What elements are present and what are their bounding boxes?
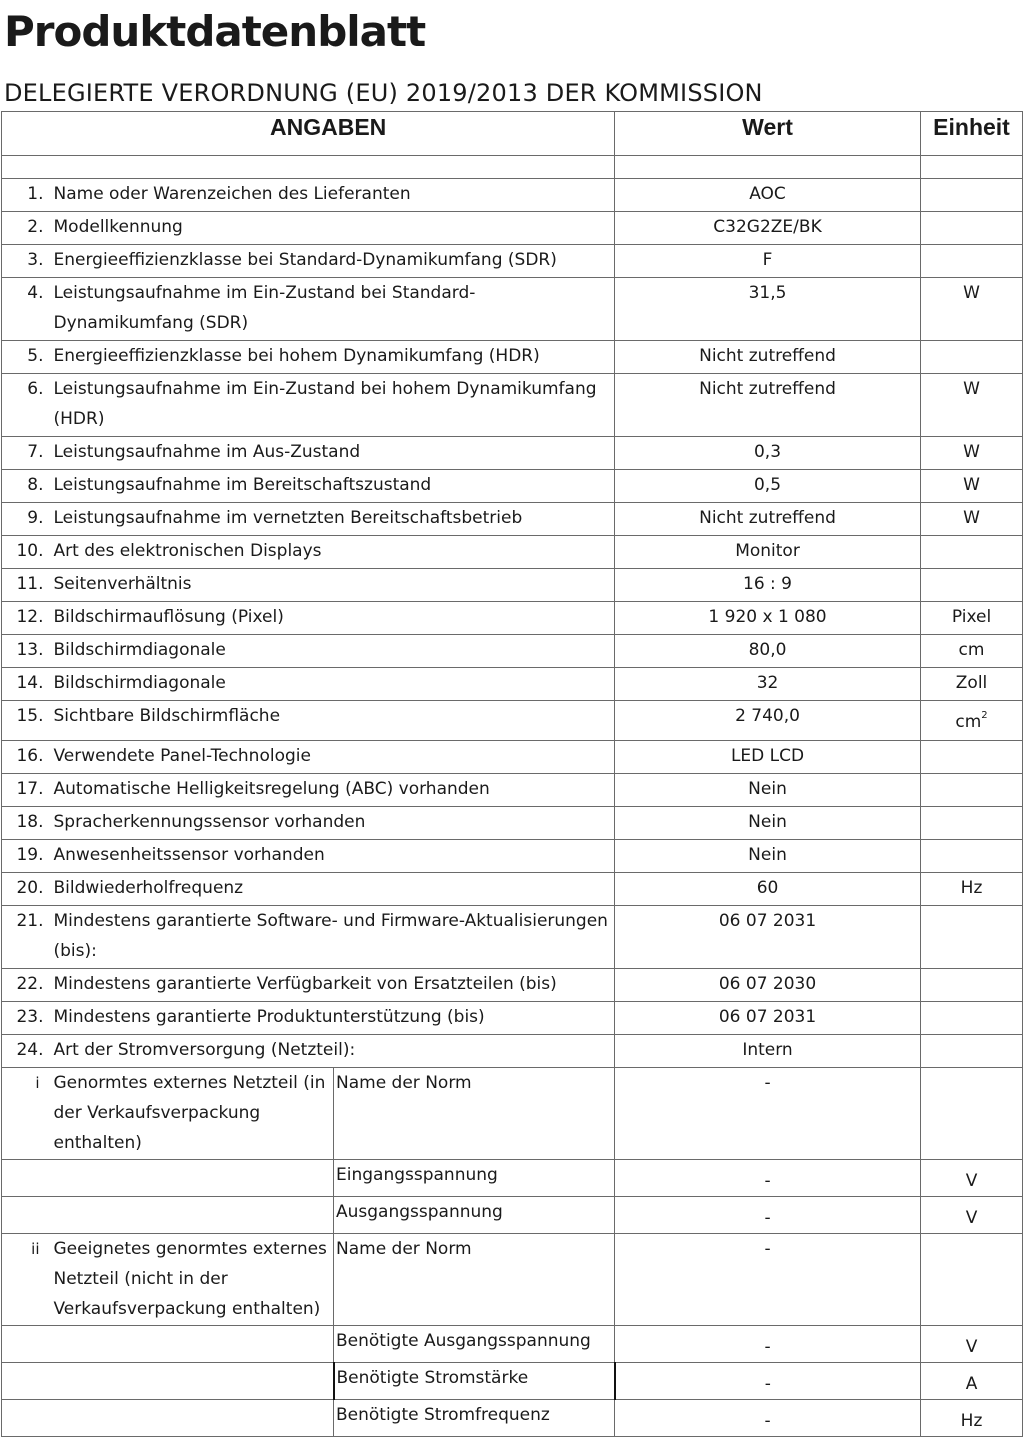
empty-cell [52, 1197, 334, 1234]
row-number: 22. [2, 969, 52, 1002]
spec-unit: A [921, 1363, 1023, 1400]
row-unit [921, 341, 1023, 374]
spec-value: - [615, 1400, 921, 1437]
row-number: 2. [2, 212, 52, 245]
row-value: 06 07 2031 [615, 1002, 921, 1035]
empty-cell [2, 1400, 52, 1437]
row-number: 14. [2, 668, 52, 701]
row-value: 0,5 [615, 470, 921, 503]
row-label: Verwendete Panel-Technologie [52, 741, 615, 774]
empty-cell [52, 1160, 334, 1197]
row-label: Leistungsaufnahme im vernetzten Bereitschaftsbetrieb [52, 503, 615, 536]
header-wert: Wert [615, 112, 921, 156]
table-row [2, 840, 1023, 873]
table-row [2, 536, 1023, 569]
table-row [2, 969, 1023, 1002]
row-label: Leistungsaufnahme im Ein-Zustand bei Standard-Dynamikumfang (SDR) [52, 278, 615, 341]
row-unit: Pixel [921, 602, 1023, 635]
psu-included-row [2, 1160, 1023, 1197]
row-label: Mindestens garantierte Software- und Firmware-Aktualisierungen (bis): [52, 906, 615, 969]
table-row [2, 774, 1023, 807]
table-row [2, 1002, 1023, 1035]
row-unit [921, 245, 1023, 278]
row-unit [921, 179, 1023, 212]
empty-cell [52, 1326, 334, 1363]
psu-included-row [2, 1197, 1023, 1234]
spec-unit: V [921, 1326, 1023, 1363]
row-number: 21. [2, 906, 52, 969]
row-value: 16 : 9 [615, 569, 921, 602]
row-label: Seitenverhältnis [52, 569, 615, 602]
header-einheit: Einheit [921, 112, 1023, 156]
row-number: 17. [2, 774, 52, 807]
row-value: 0,3 [615, 437, 921, 470]
row-unit [921, 1002, 1023, 1035]
spec-value: - [615, 1197, 921, 1234]
table-row [2, 873, 1023, 906]
table-row [2, 602, 1023, 635]
table-row [2, 635, 1023, 668]
row-unit [921, 212, 1023, 245]
row-unit: W [921, 470, 1023, 503]
row-unit: Hz [921, 873, 1023, 906]
product-data-table [1, 111, 1023, 1437]
row-number: 12. [2, 602, 52, 635]
row-unit [921, 774, 1023, 807]
row-value: 60 [615, 873, 921, 906]
row-label: Bildschirmdiagonale [52, 668, 615, 701]
spec-value: - [615, 1234, 921, 1326]
psu-suitable-number: ii [2, 1234, 52, 1326]
spec-name: Eingangsspannung [334, 1160, 615, 1197]
row-number: 15. [2, 701, 52, 741]
table-header-row [2, 112, 1023, 156]
row-unit [921, 741, 1023, 774]
psu-suitable-label: Geeignetes genormtes externes Netzteil (nicht in der Verkaufsverpackung enthalten) [52, 1234, 334, 1326]
table-row [2, 278, 1023, 341]
row-value: Nein [615, 840, 921, 873]
psu-suitable-row [2, 1400, 1023, 1437]
spec-name: Benötigte Ausgangsspannung [334, 1326, 615, 1363]
unit-superscript: 2 [981, 710, 988, 721]
row-number: 20. [2, 873, 52, 906]
spec-name: Name der Norm [334, 1068, 615, 1160]
row-unit: cm [921, 635, 1023, 668]
row-label: Spracherkennungssensor vorhanden [52, 807, 615, 840]
row-label: Leistungsaufnahme im Bereitschaftszustand [52, 470, 615, 503]
table-row [2, 437, 1023, 470]
row-unit: W [921, 437, 1023, 470]
table-row [2, 179, 1023, 212]
spec-value: - [615, 1160, 921, 1197]
row-value: AOC [615, 179, 921, 212]
unit-text: cm [955, 712, 982, 732]
row-label: Mindestens garantierte Produktunterstützung (bis) [52, 1002, 615, 1035]
row-value: 06 07 2031 [615, 906, 921, 969]
row-value: 32 [615, 668, 921, 701]
row-unit: W [921, 278, 1023, 341]
table-row [2, 245, 1023, 278]
row-unit: Zoll [921, 668, 1023, 701]
row-number: 1. [2, 179, 52, 212]
spec-value: - [615, 1068, 921, 1160]
row-value: Nicht zutreffend [615, 503, 921, 536]
empty-cell [2, 1326, 52, 1363]
row-label: Leistungsaufnahme im Aus-Zustand [52, 437, 615, 470]
row-label: Anwesenheitssensor vorhanden [52, 840, 615, 873]
row-number: 3. [2, 245, 52, 278]
row-number: 10. [2, 536, 52, 569]
table-row [2, 470, 1023, 503]
row-number: 8. [2, 470, 52, 503]
empty-cell [2, 1197, 52, 1234]
empty-cell [2, 1363, 52, 1400]
row-number: 23. [2, 1002, 52, 1035]
row-unit [921, 569, 1023, 602]
row-label: Energieeffizienzklasse bei hohem Dynamikumfang (HDR) [52, 341, 615, 374]
empty-cell [2, 1160, 52, 1197]
spec-value: - [615, 1326, 921, 1363]
row-number: 7. [2, 437, 52, 470]
spec-unit [921, 1234, 1023, 1326]
row-label: Bildschirmauflösung (Pixel) [52, 602, 615, 635]
psu-included-number: i [2, 1068, 52, 1160]
row-label: Art des elektronischen Displays [52, 536, 615, 569]
row-unit [921, 536, 1023, 569]
row-value: Monitor [615, 536, 921, 569]
table-row [2, 807, 1023, 840]
row-number: 5. [2, 341, 52, 374]
table-row [2, 569, 1023, 602]
row-unit: W [921, 374, 1023, 437]
table-row [2, 1035, 1023, 1068]
table-row [2, 668, 1023, 701]
table-row [2, 906, 1023, 969]
row-value: 06 07 2030 [615, 969, 921, 1002]
table-row [2, 212, 1023, 245]
page-title: Produktdatenblatt [4, 7, 426, 56]
spec-unit: Hz [921, 1400, 1023, 1437]
row-number: 19. [2, 840, 52, 873]
row-number: 16. [2, 741, 52, 774]
spec-name: Ausgangsspannung [334, 1197, 615, 1234]
spec-name: Name der Norm [334, 1234, 615, 1326]
row-value: 31,5 [615, 278, 921, 341]
row-value: Intern [615, 1035, 921, 1068]
empty-cell [52, 1400, 334, 1437]
spec-unit [921, 1068, 1023, 1160]
header-angaben: ANGABEN [2, 112, 615, 156]
spec-unit: V [921, 1160, 1023, 1197]
table-row [2, 741, 1023, 774]
row-unit [921, 969, 1023, 1002]
row-number: 6. [2, 374, 52, 437]
row-number: 13. [2, 635, 52, 668]
row-unit [921, 906, 1023, 969]
regulation-subtitle: DELEGIERTE VERORDNUNG (EU) 2019/2013 DER KOMMISSION [4, 79, 763, 107]
row-label: Leistungsaufnahme im Ein-Zustand bei hohem Dynamikumfang (HDR) [52, 374, 615, 437]
row-unit [921, 1035, 1023, 1068]
spec-unit: V [921, 1197, 1023, 1234]
row-value: Nicht zutreffend [615, 374, 921, 437]
row-label: Name oder Warenzeichen des Lieferanten [52, 179, 615, 212]
row-unit [921, 840, 1023, 873]
row-label: Bildschirmdiagonale [52, 635, 615, 668]
row-label: Modellkennung [52, 212, 615, 245]
spec-name: Benötigte Stromfrequenz [334, 1400, 615, 1437]
row-label: Art der Stromversorgung (Netzteil): [52, 1035, 615, 1068]
row-value: LED LCD [615, 741, 921, 774]
spec-value: - [615, 1363, 921, 1400]
row-number: 9. [2, 503, 52, 536]
row-number: 11. [2, 569, 52, 602]
psu-suitable-row [2, 1234, 1023, 1326]
row-number: 24. [2, 1035, 52, 1068]
row-unit [921, 701, 1023, 741]
psu-suitable-row [2, 1363, 1023, 1400]
row-value: Nicht zutreffend [615, 341, 921, 374]
row-value: Nein [615, 807, 921, 840]
table-row [2, 341, 1023, 374]
row-value: C32G2ZE/BK [615, 212, 921, 245]
row-number: 4. [2, 278, 52, 341]
table-row [2, 374, 1023, 437]
psu-included-label: Genormtes externes Netzteil (in der Verkaufsverpackung enthalten) [52, 1068, 334, 1160]
row-value: 80,0 [615, 635, 921, 668]
row-value: Nein [615, 774, 921, 807]
empty-cell [52, 1363, 334, 1400]
table-row [2, 503, 1023, 536]
psu-included-row [2, 1068, 1023, 1160]
spec-name: Benötigte Stromstärke [334, 1363, 615, 1400]
row-label: Energieeffizienzklasse bei Standard-Dynamikumfang (SDR) [52, 245, 615, 278]
row-number: 18. [2, 807, 52, 840]
row-unit [921, 807, 1023, 840]
psu-suitable-row [2, 1326, 1023, 1363]
row-value: 1 920 x 1 080 [615, 602, 921, 635]
row-value: F [615, 245, 921, 278]
row-label: Automatische Helligkeitsregelung (ABC) vorhanden [52, 774, 615, 807]
row-value: 2 740,0 [615, 701, 921, 741]
row-label: Mindestens garantierte Verfügbarkeit von Ersatzteilen (bis) [52, 969, 615, 1002]
row-unit: W [921, 503, 1023, 536]
row-label: Sichtbare Bildschirmfläche [52, 701, 615, 741]
table-row [2, 701, 1023, 741]
spacer-row [2, 156, 1023, 179]
row-label: Bildwiederholfrequenz [52, 873, 615, 906]
